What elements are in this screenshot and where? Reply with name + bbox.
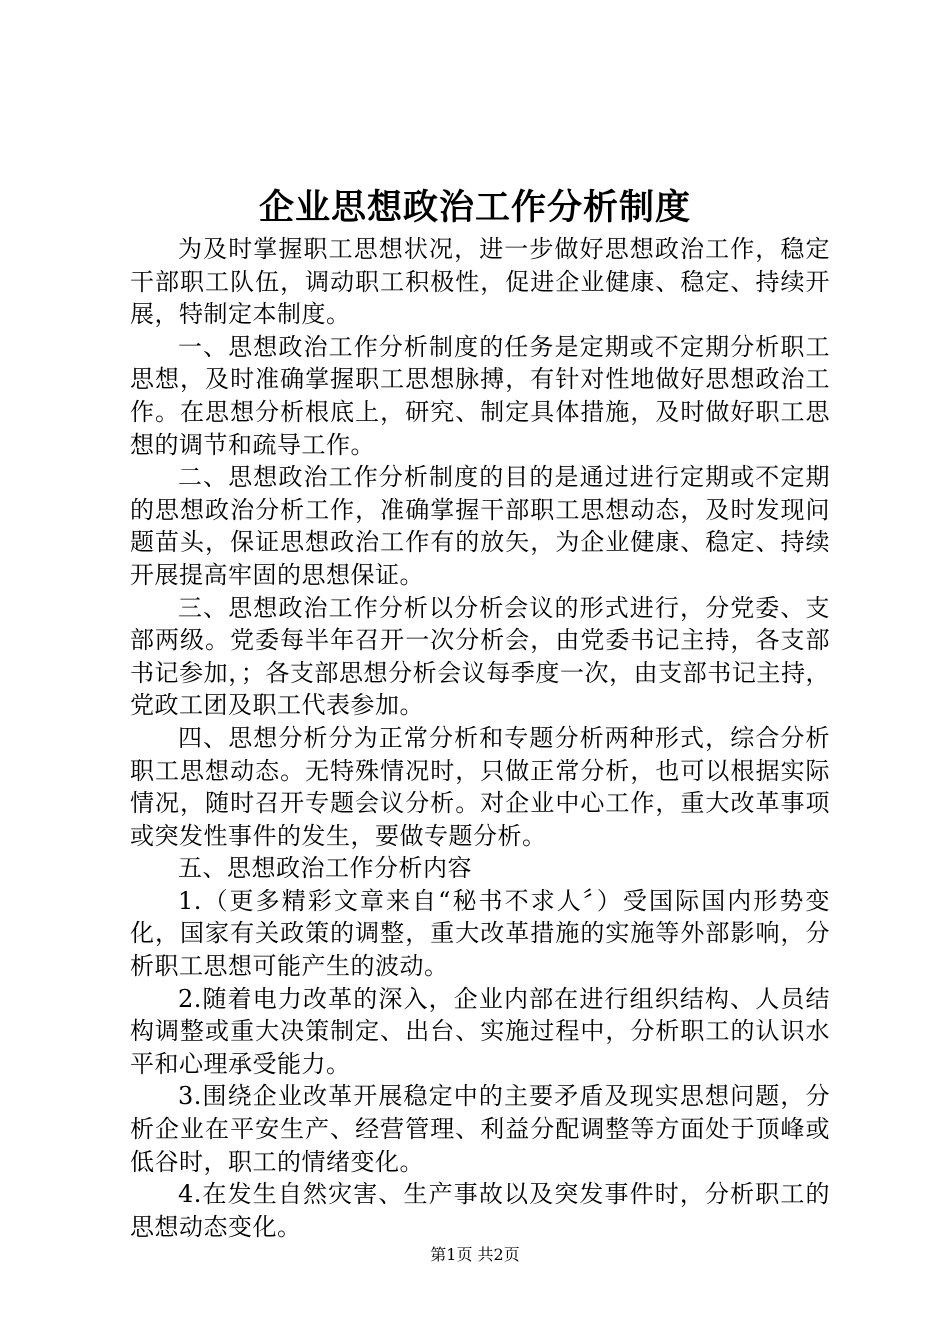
- paragraph-item-4: 4.在发生自然灾害、生产事故以及突发事件时，分析职工的思想动态变化。: [130, 1180, 830, 1241]
- paragraph-intro: 为及时掌握职工思想状况，进一步做好思想政治工作，稳定干部职工队伍，调动职工积极性，促进企业健康、稳定、持续开展，特制定本制度。: [130, 235, 830, 329]
- document-title: 企业思想政治工作分析制度: [258, 187, 691, 228]
- paragraph-section-4: 四、思想分析分为正常分析和专题分析两种形式，综合分析职工思想动态。无特殊情况时，只做正常分析，也可以根据实际情况，随时召开专题会议分析。对企业中心工作，重大改革事项或突发性事件的发生，要做专题分析。: [130, 723, 830, 850]
- paragraph-section-2: 二、思想政治工作分析制度的目的是通过进行定期或不定期的思想政治分析工作，准确掌握干部职工思想动态，及时发现问题苗头，保证思想政治工作有的放矢，为企业健康、稳定、持续开展提高牢固的思想保证。: [130, 463, 830, 589]
- paragraph-section-1: 一、思想政治工作分析制度的任务是定期或不定期分析职工思想，及时准确掌握职工思想脉搏，有针对性地做好思想政治工作。在思想分析根底上，研究、制定具体措施，及时做好职工思想的调节和疏导工作。: [130, 332, 830, 459]
- paragraph-section-3: 三、思想政治工作分析以分析会议的形式进行，分党委、支部两级。党委每半年召开一次分析会，由党委书记主持，各支部书记参加，；各支部思想分析会议每季度一次，由支部书记主持，党政工团及职工代表参加。: [130, 593, 830, 720]
- paragraph-item-1: 1.（更多精彩文章来自“秘书不求人〞）受国际国内形势变化，国家有关政策的调整，重大改革措施的实施等外部影响，分析职工思想可能产生的波动。: [130, 886, 830, 981]
- paragraph-item-3: 3.围绕企业改革开展稳定中的主要矛盾及现实思想问题，分析企业在平安生产、经营管理、利益分配调整等方面处于顶峰或低谷时，职工的情绪变化。: [130, 1082, 830, 1176]
- paragraph-item-2: 2.随着电力改革的深入，企业内部在进行组织结构、人员结构调整或重大决策制定、出台、实施过程中，分析职工的认识水平和心理承受能力。: [130, 984, 830, 1078]
- page-footer: 第1页 共2页: [430, 1245, 520, 1264]
- document-body: [130, 233, 830, 1243]
- paragraph-section-5-heading: 五、思想政治工作分析内容: [178, 854, 472, 883]
